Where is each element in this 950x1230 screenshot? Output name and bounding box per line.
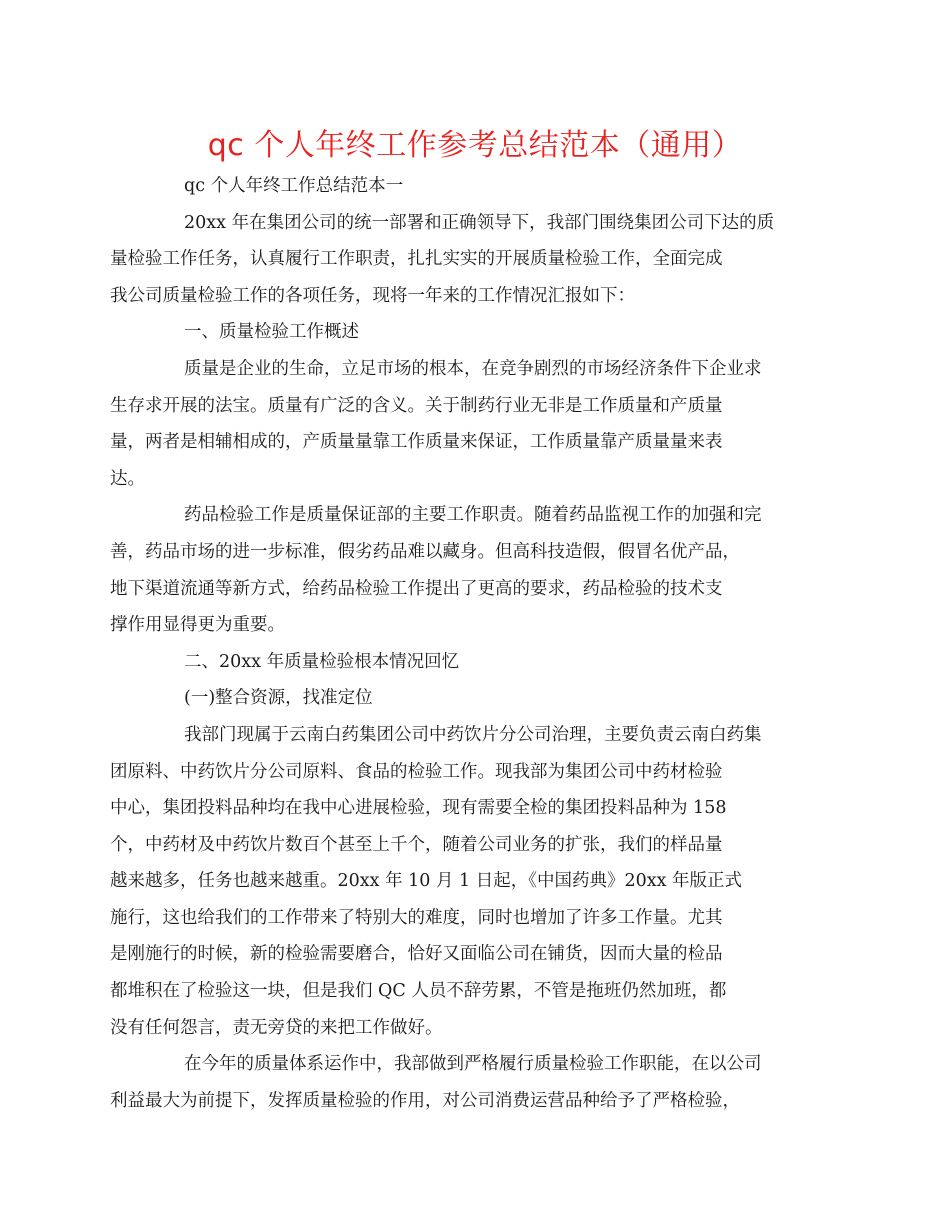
text-line: 越来越多，任务也越来越重。20xx 年 10 月 1 日起，《中国药典》20xx 年版正式 [110, 871, 743, 892]
text-line: 都堆积在了检验这一块，但是我们 QC 人员不辞劳累，不管是拖班仍然加班，都 [110, 981, 727, 1002]
paragraph [147, 168, 809, 205]
text-line: 利益最大为前提下，发挥质量检验的作用，对公司消费运营品种给予了严格检验， [110, 1090, 740, 1111]
paragraph [147, 314, 809, 351]
paragraph [110, 205, 809, 315]
text-line: 施行，这也给我们的工作带来了特别大的难度，同时也增加了许多工作量。尤其 [110, 907, 723, 928]
text-line: 中心，集团投料品种均在我中心进展检验，现有需要全检的集团投料品种为 158 [110, 798, 727, 819]
document-body [110, 168, 809, 1119]
text-line: 量，两者是相辅相成的，产质量量靠工作质量来保证，工作质量靠产质量量来表 [110, 432, 723, 453]
text-line: qc 个人年终工作总结范本一 [184, 176, 404, 196]
paragraph [110, 497, 809, 643]
text-line: 一、质量检验工作概述 [184, 322, 359, 343]
text-line: 地下渠道流通等新方式，给药品检验工作提出了更高的要求，药品检验的技术支 [110, 578, 723, 599]
text-line: (一)整合资源，找准定位 [184, 688, 373, 709]
text-line: 我公司质量检验工作的各项任务，现将一年来的工作情况汇报如下： [110, 285, 635, 306]
text-line: 团原料、中药饮片分公司原料、食品的检验工作。现我部为集团公司中药材检验 [110, 761, 723, 782]
text-line: 质量是企业的生命，立足市场的根本，在竞争剧烈的市场经济条件下企业求 [184, 358, 762, 379]
text-line: 是刚施行的时候，新的检验需要磨合，恰好又面临公司在铺货，因而大量的检品 [110, 944, 723, 965]
text-line: 量检验工作任务，认真履行工作职责，扎扎实实的开展质量检验工作，全面完成 [110, 249, 723, 270]
text-line: 药品检验工作是质量保证部的主要工作职责。随着药品监视工作的加强和完 [184, 505, 762, 526]
text-line: 撑作用显得更为重要。 [110, 615, 285, 636]
paragraph [110, 351, 809, 497]
text-line: 我部门现属于云南白药集团公司中药饮片分公司治理，主要负责云南白药集 [184, 724, 762, 745]
text-line: 在今年的质量体系运作中，我部做到严格履行质量检验工作职能，在以公司 [184, 1054, 762, 1075]
text-line: 20xx 年在集团公司的统一部署和正确领导下，我部门围绕集团公司下达的质 [184, 212, 775, 233]
paragraph [110, 1046, 809, 1119]
text-line: 个，中药材及中药饮片数百个甚至上千个，随着公司业务的扩张，我们的样品量 [110, 834, 723, 855]
text-line: 善，药品市场的进一步标准，假劣药品难以藏身。但高科技造假，假冒名优产品， [110, 541, 740, 562]
text-line: 生存求开展的法宝。质量有广泛的含义。关于制药行业无非是工作质量和产质量 [110, 395, 723, 416]
document-title: qc 个人年终工作参考总结范本（通用） [207, 128, 743, 163]
paragraph [147, 680, 809, 717]
text-line: 达。 [110, 468, 145, 489]
text-line: 二、20xx 年质量检验根本情况回忆 [184, 651, 460, 672]
text-line: 没有任何怨言，责无旁贷的来把工作做好。 [110, 1017, 443, 1038]
paragraph [147, 644, 809, 681]
paragraph [110, 717, 809, 1046]
